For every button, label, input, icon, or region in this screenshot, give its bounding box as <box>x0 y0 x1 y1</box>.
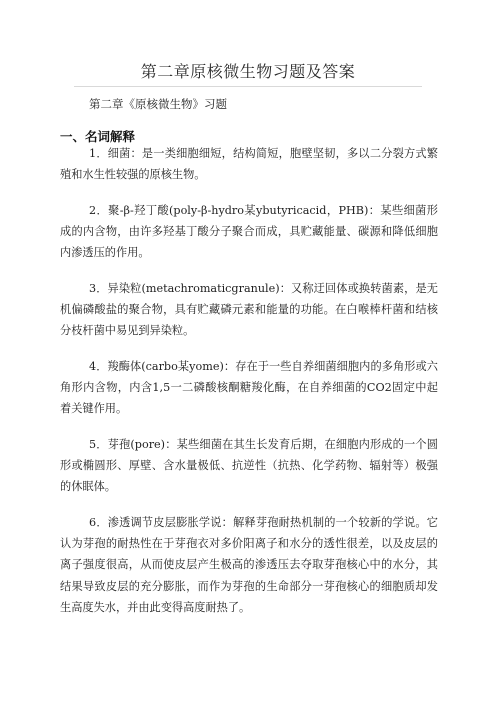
paragraph-2: 2．聚-β-羟丁酸(poly-β-hydro某ybutyricacid，PHB)：某些细菌形成的内含物，由许多羟基丁酸分子聚合而成，具贮藏能量、碳源和降低细胞内渗透压的作用。 <box>60 204 438 260</box>
title-divider <box>74 86 422 87</box>
document-title: 第二章原核微生物习题及答案 <box>140 62 356 81</box>
paragraph-6: 6．渗透调节皮层膨胀学说：解释芽孢耐热机制的一个较新的学说。它认为芽孢的耐热性在于芽孢衣对多价阳离子和水分的透性很差，以及皮层的离子强度很高，从而使皮层产生极高的渗透压去夺取芽孢核心中的水分，其结果导致皮层的充分膨胀，而作为芽孢的生命部分一芽孢核心的细胞质却发生高度失水，并由此变得高度耐热了。 <box>60 516 438 614</box>
document-subtitle: 第二章《原核微生物》习题 <box>89 97 227 111</box>
section-heading: 一、名词解释 <box>60 129 136 144</box>
paragraph-5: 5．芽孢(pore)：某些细菌在其生长发育后期，在细胞内形成的一个圆形或椭圆形、厚壁、含水量极低、抗逆性（抗热、化学药物、辐射等）极强的休眠体。 <box>60 438 438 494</box>
paragraph-3: 3．异染粒(metachromaticgranule)：又称迂回体或换转菌素，是无机偏磷酸盐的聚合物，具有贮藏磷元素和能量的功能。在白喉棒杆菌和结核分枝杆菌中易见到异染粒。 <box>60 282 438 338</box>
paragraph-4: 4．羧酶体(carbo某yome)：存在于一些自养细菌细胞内的多角形或六角形内含物，内含1,5一二磷酸核酮糖羧化酶，在自养细菌的CO2固定中起着关键作用。 <box>60 360 438 416</box>
paragraph-1: 1．细菌：是一类细胞细短，结构简短，胞壁坚韧，多以二分裂方式繁殖和水生性较强的原核生物。 <box>60 147 438 182</box>
